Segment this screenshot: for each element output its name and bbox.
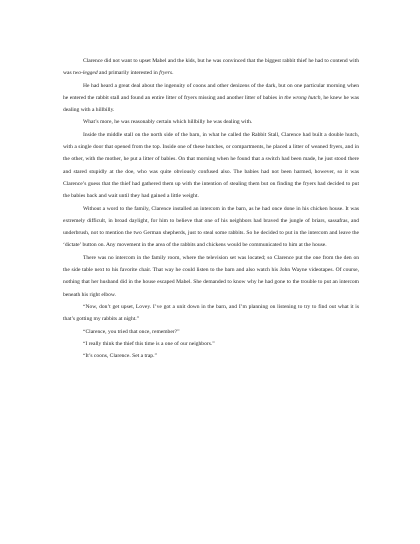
paragraph bbox=[63, 129, 359, 203]
paragraph bbox=[63, 80, 359, 117]
paragraph bbox=[63, 203, 359, 252]
paragraph bbox=[63, 350, 359, 362]
body-text bbox=[63, 55, 359, 362]
italic-text: in the wrong hutch bbox=[278, 94, 321, 101]
paragraph bbox=[63, 338, 359, 350]
paragraph bbox=[63, 301, 359, 326]
text-run: , he knew he was dealing with a hillbilly. bbox=[63, 94, 359, 114]
paragraph bbox=[63, 326, 359, 338]
text-run: “It’s coons, Clarence. Set a trap.” bbox=[83, 353, 157, 360]
text-run: Clarence did not want to upset Mabel and the kids, but he was convinced that the biggest rabbit thief he had to contend with was bbox=[63, 58, 359, 77]
text-run: He had heard a great deal about the ingenuity of coons and other denizens of the dark, but on one particular morning when he entered the rabbit stall and found an entire litter of fryers missing and another litter of babies bbox=[63, 82, 359, 101]
text-run: What’s more, he was reasonably certain which hillbilly he was dealing with. bbox=[83, 119, 253, 126]
paragraph bbox=[63, 55, 359, 80]
text-run: “I really think the thief this time is a one of our neighbors.” bbox=[83, 340, 215, 347]
text-run: . bbox=[172, 70, 174, 77]
italic-text: fryers bbox=[159, 70, 173, 77]
text-run: There was no intercom in the family room, where the television set was located; so Clarence put the one from the den on the side table next to his favorite chair. That way he could listen to the barn and also watch his John Wayne videotapes. Of course, nothing that her husband did in the house escaped Mabel. She demanded to know why he had gone to the trouble to put an intercom beneath his right elbow. bbox=[63, 254, 359, 298]
text-run: “Now, don’t get upset, Lovey. I’ve got a unit down in the barn, and I’m planning on listening to try to find out what it is that’s gotting my rabbits at night.” bbox=[63, 303, 359, 323]
text-run: “Clarence, you tried that once, remember?” bbox=[83, 328, 180, 335]
text-run: Inside the middle stall on the north side of the barn, in what he called the Rabbit Stall, Clarence had built a double hutch, with a single door that opened from the top. Inside one of these hutches, or compartments, he placed a litter of weaned fryers, and in the other, with the mother, he put a litter of babies. On that morning when he found that a switch had been made, he just stood there and stared stupidly at the doe, who was quite obviously confused also. The babies had not been harmed, however, so it was Clarence’s guess that the thief had gathered them up with the intention of stealing them but on finding the fryers had decided to put the babies back and wait until they had gained a little weight. bbox=[63, 131, 359, 200]
italic-text: two-legged bbox=[73, 70, 98, 77]
text-run: Without a word to the family, Clarence installed an intercom in the barn, as he had once done in his chicken house. It was extremely difficult, in broad daylight, for him to believe that one of his neighbors had braved the jungle of briars, sassafras, and underbrush, not to mention the two German shepherds, just to steal some rabbits. So he decided to put in the intercom and leave the ‘dictate’ button on. Any movement in the area of the rabbits and chickens would be communicated to him at the house. bbox=[63, 205, 359, 249]
paragraph bbox=[63, 252, 359, 301]
paragraph bbox=[63, 116, 359, 128]
text-run: and primarily interested in bbox=[97, 70, 160, 77]
